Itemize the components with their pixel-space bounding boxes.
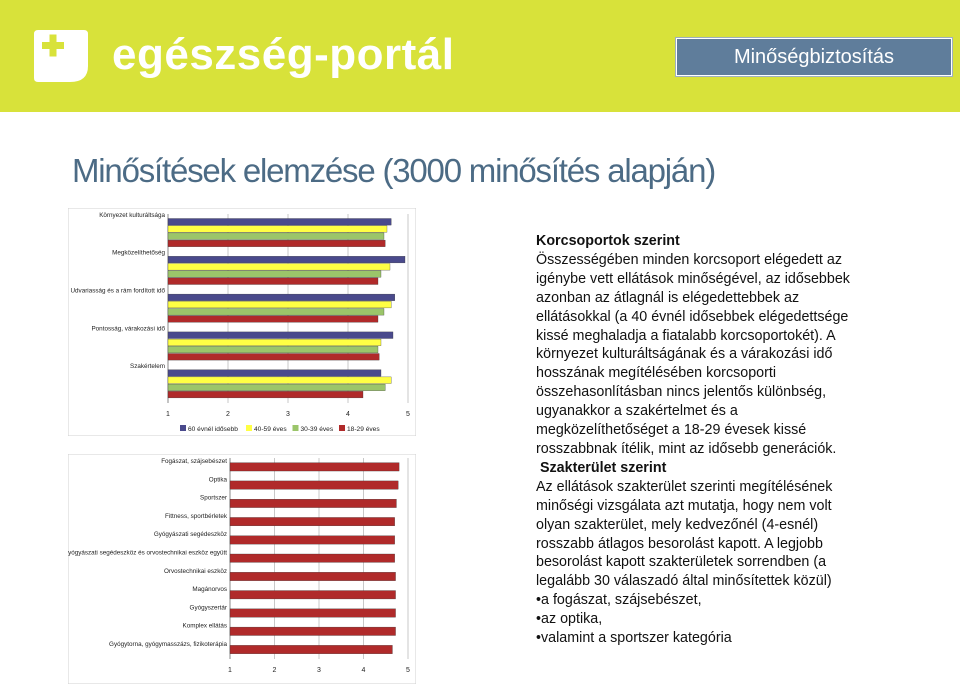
y-category-label: Gyógytorna, gyógymasszázs, fizikoterápia — [109, 640, 227, 648]
y-category-label: Pontosság, várakozási idő — [91, 325, 165, 333]
x-tick-label: 5 — [406, 667, 410, 674]
bar — [168, 354, 379, 361]
bar — [230, 572, 396, 580]
y-category-label: Gyógyászati segédeszköz — [153, 531, 227, 539]
y-category-label: Optika — [208, 476, 227, 484]
logo-text: egészség-portál — [112, 30, 455, 79]
bar — [230, 463, 399, 471]
heading-age-groups: Korcsoportok szerint — [536, 233, 680, 249]
y-category-label: Szakértelem — [130, 363, 165, 371]
heading-specialty: Szakterület szerint — [540, 459, 667, 476]
bar — [230, 645, 392, 653]
bar — [168, 256, 405, 263]
x-tick-label: 1 — [228, 667, 232, 674]
y-category-label: Megközelíthetőség — [112, 249, 165, 257]
y-category-label: Magánorvos — [192, 586, 227, 594]
bar — [168, 294, 395, 301]
bar — [230, 554, 395, 562]
bar — [168, 339, 381, 346]
bar — [168, 377, 391, 384]
y-category-label: Fittness, sportbérletek — [165, 512, 227, 520]
bar — [168, 301, 391, 308]
x-tick-label: 2 — [226, 411, 230, 418]
y-category-label: Gyógyászati segédeszköz és orvostechnikai eszköz együtt — [68, 549, 227, 557]
bar — [168, 233, 384, 240]
bar — [230, 591, 396, 599]
bar — [168, 278, 378, 285]
bar — [168, 391, 363, 398]
x-tick-label: 4 — [361, 667, 366, 674]
legend-swatch — [180, 425, 186, 431]
age-group-chart — [68, 208, 416, 436]
bar — [168, 384, 385, 391]
y-category-label: Sportszer — [200, 494, 227, 502]
y-category-label: Környezet kulturáltsága — [99, 211, 165, 219]
bar — [168, 346, 378, 353]
section-label[interactable]: Minőségbiztosítás — [676, 38, 952, 76]
legend-label: 60 évnél idősebb — [188, 426, 238, 433]
x-tick-label: 5 — [406, 411, 410, 418]
legend-label: 30-39 éves — [300, 426, 334, 433]
paragraph-age-groups: Összességében minden korcsoport elégedett az igénybe vett ellátások minőségével, az idősebbek azonban az átlagnál is elégedettebbek az ellátásokkal (a 40 évnél idősebbek elégedettsége kissé meghaladja a fiatalabb korcsoportokét). A környezet kulturáltságának és a várakozási idő hosszának megítélésében korcsoporti összehasonlításban nincs jelentős különbség, ugyanakkor a szakértelmet és a megközelíthetőséget a 18-29 évesek kissé rosszabbnak ítélik, mint az idősebb generációk. — [536, 251, 850, 457]
y-category-label: Udvariasság és a rám fordított idő — [70, 287, 165, 295]
bar — [230, 536, 395, 544]
legend-swatch — [339, 425, 345, 431]
bar — [230, 517, 395, 525]
bar — [168, 226, 387, 233]
bar — [230, 499, 396, 507]
logo-cross-icon — [30, 24, 92, 86]
x-tick-label: 3 — [317, 667, 321, 674]
bar — [168, 219, 391, 226]
x-tick-label: 2 — [272, 667, 277, 674]
paragraph-specialty: Az ellátások szakterület szerinti megítélésének minőségi vizsgálata azt mutatja, hogy nem volt olyan szakterület, mely kedvezőnél (4-esnél) rosszabb átlagos besorolást kapott. A legjobb besorolást kapott szakterületek sorrendben (a legalább 30 válaszadó által minősítettek közül) — [536, 478, 833, 590]
list-item: •valamint a sportszer kategória — [536, 630, 732, 647]
bar — [230, 481, 398, 489]
specialty-chart — [68, 454, 416, 684]
header-banner — [0, 0, 960, 112]
legend-swatch — [246, 425, 252, 431]
y-category-label: Komplex ellátás — [182, 622, 227, 630]
list-item: •az optika, — [536, 611, 603, 628]
legend-label: 40-59 éves — [254, 426, 287, 433]
x-tick-label: 3 — [286, 411, 290, 418]
y-category-label: Gyógyszertár — [189, 604, 227, 612]
bar — [168, 316, 378, 323]
bar — [168, 309, 384, 316]
page-title: Minősítések elemzése (3000 minősítés alapján) — [72, 152, 716, 189]
bar — [168, 240, 385, 247]
bar — [230, 627, 396, 635]
analysis-text — [536, 232, 854, 648]
x-tick-label: 4 — [346, 411, 350, 418]
bar — [168, 332, 393, 339]
list-item: •a fogászat, szájsebészet, — [536, 592, 702, 609]
bar — [168, 271, 381, 278]
legend-label: 18-29 éves — [347, 426, 380, 433]
legend-swatch — [293, 425, 299, 431]
bar — [230, 609, 396, 617]
bar — [168, 264, 390, 271]
bar — [168, 370, 381, 377]
y-category-label: Orvostechnikai eszköz — [164, 567, 227, 575]
x-tick-label: 1 — [166, 411, 170, 418]
y-category-label: Fogászat, szájsebészet — [161, 458, 227, 466]
